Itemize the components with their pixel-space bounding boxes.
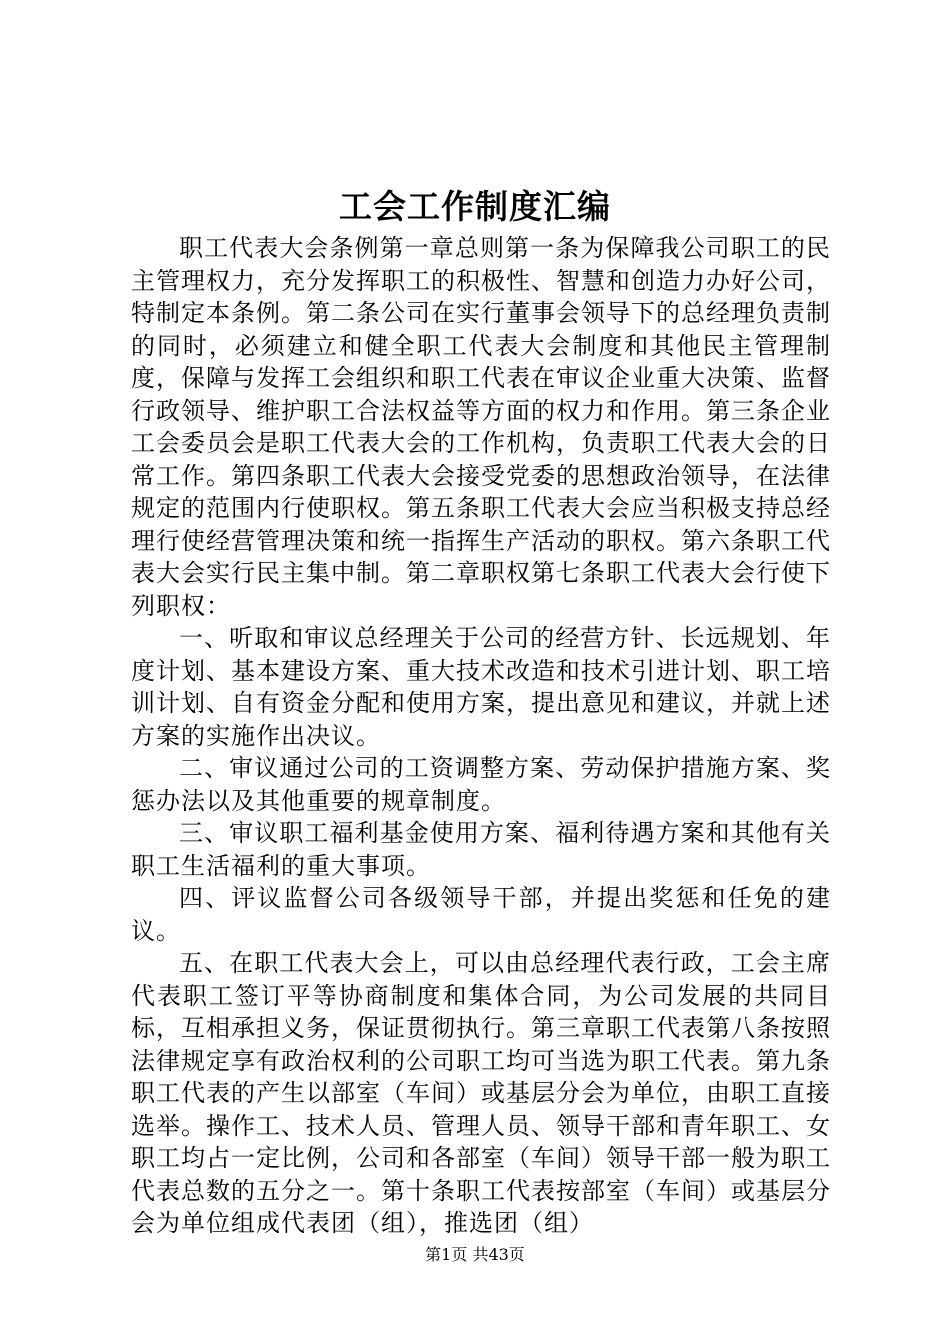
paragraph: 一、听取和审议总经理关于公司的经营方针、长远规划、年度计划、基本建设方案、重大技术改造和技术引进计划、职工培训计划、自有资金分配和使用方案，提出意见和建议，并就上述方案的实施作出决议。 <box>131 624 831 750</box>
paragraph: 五、在职工代表大会上，可以由总经理代表行政，工会主席代表职工签订平等协商制度和集体合同，为公司发展的共同目标，互相承担义务，保证贯彻执行。第三章职工代表第八条按照法律规定享有政治权利的公司职工均可当选为职工代表。第九条职工代表的产生以部室（车间）或基层分会为单位，由职工直接选举。操作工、技术人员、管理人员、领导干部和青年职工、女职工均占一定比例，公司和各部室（车间）领导干部一般为职工代表总数的五分之一。第十条职工代表按部室（车间）或基层分会为单位组成代表团（组），推选团（组） <box>131 949 831 1237</box>
paragraph: 三、审议职工福利基金使用方案、福利待遇方案和其他有关职工生活福利的重大事项。 <box>131 819 831 880</box>
page-number-footer: 第1页 共43页 <box>425 1245 525 1264</box>
document-title: 工会工作制度汇编 <box>339 187 611 226</box>
paragraph: 四、评议监督公司各级领导干部，并提出奖惩和任免的建议。 <box>131 884 831 945</box>
paragraph: 职工代表大会条例第一章总则第一条为保障我公司职工的民主管理权力，充分发挥职工的积极性、智慧和创造力办好公司，特制定本条例。第二条公司在实行董事会领导下的总经理负责制的同时，必须建立和健全职工代表大会制度和其他民主管理制度，保障与发挥工会组织和职工代表在审议企业重大决策、监督行政领导、维护职工合法权益等方面的权力和作用。第三条企业工会委员会是职工代表大会的工作机构，负责职工代表大会的日常工作。第四条职工代表大会接受党委的思想政治领导，在法律规定的范围内行使职权。第五条职工代表大会应当积极支持总经理行使经营管理决策和统一指挥生产活动的职权。第六条职工代表大会实行民主集中制。第二章职权第七条职工代表大会行使下列职权： <box>131 234 831 620</box>
paragraph: 二、审议通过公司的工资调整方案、劳动保护措施方案、奖惩办法以及其他重要的规章制度。 <box>131 754 831 815</box>
document-body <box>131 232 831 1240</box>
